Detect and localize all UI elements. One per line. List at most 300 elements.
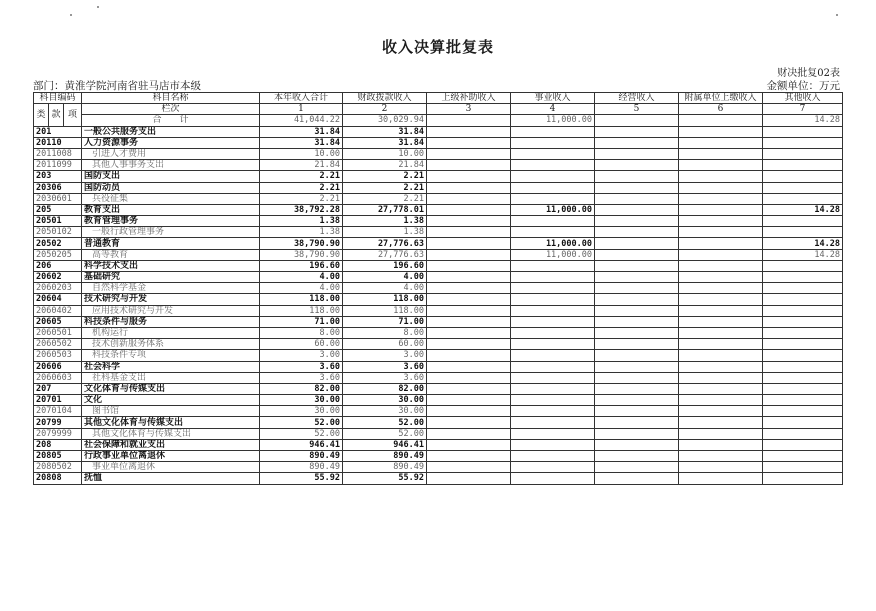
row-operating	[595, 428, 679, 439]
row-name: 社会科学	[82, 361, 260, 372]
row-name: 兵役征集	[82, 193, 260, 204]
total-c6	[679, 115, 763, 126]
row-fiscal: 3.00	[343, 350, 427, 361]
row-affiliate	[679, 193, 763, 204]
row-name: 文化	[82, 395, 260, 406]
row-superior	[427, 339, 511, 350]
row-affiliate	[679, 204, 763, 215]
row-other	[763, 462, 843, 473]
row-operating	[595, 283, 679, 294]
row-affiliate	[679, 272, 763, 283]
total-c5	[595, 115, 679, 126]
row-operating	[595, 171, 679, 182]
row-operating	[595, 361, 679, 372]
row-other	[763, 383, 843, 394]
row-name: 国防支出	[82, 171, 260, 182]
row-operating	[595, 473, 679, 484]
table-row	[34, 126, 843, 137]
row-superior	[427, 249, 511, 260]
row-fiscal: 27,778.01	[343, 204, 427, 215]
row-name: 技术研究与开发	[82, 294, 260, 305]
table-row	[34, 383, 843, 394]
row-fiscal: 2.21	[343, 171, 427, 182]
row-operating	[595, 137, 679, 148]
table-row	[34, 272, 843, 283]
row-name: 机构运行	[82, 327, 260, 338]
row-affiliate	[679, 182, 763, 193]
row-business	[511, 372, 595, 383]
row-total: 52.00	[260, 428, 343, 439]
row-business	[511, 227, 595, 238]
col-number: 4	[511, 104, 595, 115]
row-code: 2030601	[34, 193, 82, 204]
row-business	[511, 395, 595, 406]
table-row	[34, 406, 843, 417]
row-name: 科技条件专项	[82, 350, 260, 361]
table-row	[34, 473, 843, 484]
table-row	[34, 439, 843, 450]
row-operating	[595, 227, 679, 238]
row-operating	[595, 148, 679, 159]
row-total: 1.38	[260, 227, 343, 238]
col-number: 1	[260, 104, 343, 115]
row-business	[511, 383, 595, 394]
row-superior	[427, 316, 511, 327]
row-business	[511, 160, 595, 171]
row-code: 20602	[34, 272, 82, 283]
row-operating	[595, 160, 679, 171]
table-row	[34, 372, 843, 383]
total-c3	[427, 115, 511, 126]
row-affiliate	[679, 417, 763, 428]
form-code: 财决批复02表	[777, 68, 840, 79]
row-other	[763, 395, 843, 406]
row-other	[763, 473, 843, 484]
col-number: 6	[679, 104, 763, 115]
row-code: 201	[34, 126, 82, 137]
row-business	[511, 294, 595, 305]
row-operating	[595, 126, 679, 137]
row-name: 普通教育	[82, 238, 260, 249]
row-fiscal: 55.92	[343, 473, 427, 484]
table-row	[34, 227, 843, 238]
col-header-business: 事业收入	[511, 93, 595, 104]
row-superior	[427, 137, 511, 148]
scan-speck	[836, 14, 838, 16]
row-other	[763, 439, 843, 450]
row-other	[763, 451, 843, 462]
row-name: 科技条件与服务	[82, 316, 260, 327]
row-affiliate	[679, 473, 763, 484]
row-affiliate	[679, 249, 763, 260]
row-fiscal: 27,776.63	[343, 249, 427, 260]
row-name: 社会保障和就业支出	[82, 439, 260, 450]
row-other	[763, 428, 843, 439]
row-other: 14.28	[763, 204, 843, 215]
row-operating	[595, 417, 679, 428]
row-business	[511, 216, 595, 227]
xiang-label: 项	[64, 104, 82, 126]
row-operating	[595, 451, 679, 462]
row-total: 2.21	[260, 171, 343, 182]
table-row	[34, 148, 843, 159]
row-affiliate	[679, 171, 763, 182]
row-total: 10.00	[260, 148, 343, 159]
row-other	[763, 260, 843, 271]
row-business	[511, 283, 595, 294]
row-other	[763, 137, 843, 148]
row-total: 3.60	[260, 361, 343, 372]
row-affiliate	[679, 305, 763, 316]
row-operating	[595, 305, 679, 316]
total-c2: 30,029.94	[343, 115, 427, 126]
row-operating	[595, 193, 679, 204]
col-header-operating: 经营收入	[595, 93, 679, 104]
row-fiscal: 4.00	[343, 272, 427, 283]
row-business	[511, 361, 595, 372]
row-other: 14.28	[763, 238, 843, 249]
row-other	[763, 406, 843, 417]
row-code: 2079999	[34, 428, 82, 439]
row-total: 4.00	[260, 272, 343, 283]
row-name: 国防动员	[82, 182, 260, 193]
row-code: 20604	[34, 294, 82, 305]
row-fiscal: 890.49	[343, 462, 427, 473]
row-business	[511, 126, 595, 137]
row-code: 20799	[34, 417, 82, 428]
row-operating	[595, 383, 679, 394]
row-fiscal: 1.38	[343, 216, 427, 227]
row-business	[511, 182, 595, 193]
row-name: 人力资源事务	[82, 137, 260, 148]
row-operating	[595, 439, 679, 450]
row-superior	[427, 238, 511, 249]
row-business	[511, 260, 595, 271]
row-superior	[427, 406, 511, 417]
row-other: 14.28	[763, 249, 843, 260]
row-superior	[427, 327, 511, 338]
row-total: 8.00	[260, 327, 343, 338]
col-number: 5	[595, 104, 679, 115]
row-affiliate	[679, 462, 763, 473]
row-superior	[427, 193, 511, 204]
row-name: 技术创新服务体系	[82, 339, 260, 350]
row-operating	[595, 372, 679, 383]
table-row	[34, 182, 843, 193]
table-row	[34, 137, 843, 148]
row-affiliate	[679, 137, 763, 148]
row-operating	[595, 316, 679, 327]
total-c1: 41,044.22	[260, 115, 343, 126]
row-name: 一般行政管理事务	[82, 227, 260, 238]
row-other	[763, 283, 843, 294]
row-total: 55.92	[260, 473, 343, 484]
row-code: 2060402	[34, 305, 82, 316]
row-name: 教育支出	[82, 204, 260, 215]
row-fiscal: 60.00	[343, 339, 427, 350]
row-fiscal: 31.84	[343, 137, 427, 148]
col-header-total: 本年收入合计	[260, 93, 343, 104]
row-code: 2050102	[34, 227, 82, 238]
row-code: 20805	[34, 451, 82, 462]
row-name: 抚恤	[82, 473, 260, 484]
row-affiliate	[679, 361, 763, 372]
row-affiliate	[679, 327, 763, 338]
table-row	[34, 171, 843, 182]
row-code: 20501	[34, 216, 82, 227]
row-business	[511, 462, 595, 473]
row-other	[763, 305, 843, 316]
row-operating	[595, 260, 679, 271]
row-superior	[427, 372, 511, 383]
row-superior	[427, 227, 511, 238]
row-affiliate	[679, 126, 763, 137]
row-superior	[427, 216, 511, 227]
row-total: 38,790.90	[260, 238, 343, 249]
row-name: 基础研究	[82, 272, 260, 283]
row-affiliate	[679, 451, 763, 462]
row-fiscal: 21.84	[343, 160, 427, 171]
row-business	[511, 305, 595, 316]
revenue-table	[33, 92, 843, 485]
row-operating	[595, 350, 679, 361]
row-other	[763, 361, 843, 372]
table-row	[34, 238, 843, 249]
row-total: 30.00	[260, 406, 343, 417]
page-title: 收入决算批复表	[381, 38, 494, 56]
row-affiliate	[679, 283, 763, 294]
row-fiscal: 3.60	[343, 361, 427, 372]
row-total: 4.00	[260, 283, 343, 294]
row-operating	[595, 406, 679, 417]
row-other	[763, 193, 843, 204]
row-other	[763, 171, 843, 182]
row-other	[763, 327, 843, 338]
col-header-code: 科目编码	[34, 93, 82, 104]
row-operating	[595, 272, 679, 283]
row-superior	[427, 451, 511, 462]
row-total: 2.21	[260, 182, 343, 193]
row-business	[511, 193, 595, 204]
row-fiscal: 10.00	[343, 148, 427, 159]
row-name: 文化体育与传媒支出	[82, 383, 260, 394]
table-row	[34, 160, 843, 171]
row-fiscal: 52.00	[343, 428, 427, 439]
row-business	[511, 473, 595, 484]
row-total: 30.00	[260, 395, 343, 406]
row-code: 207	[34, 383, 82, 394]
row-code: 2080502	[34, 462, 82, 473]
row-operating	[595, 395, 679, 406]
row-total: 38,790.90	[260, 249, 343, 260]
unit-label: 金额单位：万元	[766, 80, 840, 92]
row-code: 20110	[34, 137, 82, 148]
row-business	[511, 428, 595, 439]
row-code: 20701	[34, 395, 82, 406]
row-fiscal: 2.21	[343, 193, 427, 204]
row-name: 自然科学基金	[82, 283, 260, 294]
row-total: 1.38	[260, 216, 343, 227]
row-name: 其他文化体育与传媒支出	[82, 417, 260, 428]
row-business	[511, 339, 595, 350]
row-name: 行政事业单位离退休	[82, 451, 260, 462]
col-number: 2	[343, 104, 427, 115]
row-total: 71.00	[260, 316, 343, 327]
row-total: 890.49	[260, 451, 343, 462]
row-code: 20502	[34, 238, 82, 249]
row-code: 2060503	[34, 350, 82, 361]
row-total: 890.49	[260, 462, 343, 473]
row-code: 20606	[34, 361, 82, 372]
row-business: 11,000.00	[511, 249, 595, 260]
table-body	[34, 126, 843, 484]
row-business	[511, 327, 595, 338]
row-superior	[427, 417, 511, 428]
table-row	[34, 193, 843, 204]
row-code: 2060603	[34, 372, 82, 383]
table-row	[34, 249, 843, 260]
table-row	[34, 260, 843, 271]
row-fiscal: 8.00	[343, 327, 427, 338]
row-affiliate	[679, 428, 763, 439]
row-affiliate	[679, 339, 763, 350]
row-superior	[427, 305, 511, 316]
row-operating	[595, 249, 679, 260]
row-code: 206	[34, 260, 82, 271]
row-superior	[427, 148, 511, 159]
row-affiliate	[679, 260, 763, 271]
table-row	[34, 204, 843, 215]
row-affiliate	[679, 216, 763, 227]
row-total: 21.84	[260, 160, 343, 171]
total-c7: 14.28	[763, 115, 843, 126]
row-affiliate	[679, 227, 763, 238]
row-business: 11,000.00	[511, 238, 595, 249]
department-label: 部门：黄淮学院河南省驻马店市本级	[33, 80, 201, 92]
row-operating	[595, 462, 679, 473]
row-name: 其他文化体育与传媒支出	[82, 428, 260, 439]
table-row	[34, 216, 843, 227]
row-other	[763, 148, 843, 159]
row-affiliate	[679, 439, 763, 450]
row-name: 一般公共服务支出	[82, 126, 260, 137]
row-affiliate	[679, 372, 763, 383]
col-number: 3	[427, 104, 511, 115]
row-total: 2.21	[260, 193, 343, 204]
row-code: 203	[34, 171, 82, 182]
row-affiliate	[679, 316, 763, 327]
row-superior	[427, 160, 511, 171]
row-fiscal: 30.00	[343, 395, 427, 406]
row-code: 205	[34, 204, 82, 215]
row-fiscal: 4.00	[343, 283, 427, 294]
row-total: 31.84	[260, 126, 343, 137]
row-other	[763, 126, 843, 137]
kuan-label: 款	[49, 104, 64, 126]
row-fiscal: 52.00	[343, 417, 427, 428]
row-fiscal: 196.60	[343, 260, 427, 271]
scan-speck	[97, 6, 99, 8]
row-business	[511, 439, 595, 450]
row-operating	[595, 216, 679, 227]
row-name: 引进人才费用	[82, 148, 260, 159]
row-code: 20306	[34, 182, 82, 193]
table-row	[34, 417, 843, 428]
column-number-row	[34, 104, 843, 115]
table-row	[34, 294, 843, 305]
col-header-superior: 上级补助收入	[427, 93, 511, 104]
row-name: 图书馆	[82, 406, 260, 417]
row-business	[511, 148, 595, 159]
row-other	[763, 272, 843, 283]
row-affiliate	[679, 160, 763, 171]
row-total: 118.00	[260, 294, 343, 305]
row-superior	[427, 428, 511, 439]
row-business: 11,000.00	[511, 204, 595, 215]
row-fiscal: 2.21	[343, 182, 427, 193]
col-header-other: 其他收入	[763, 93, 843, 104]
total-c4: 11,000.00	[511, 115, 595, 126]
row-total: 52.00	[260, 417, 343, 428]
row-affiliate	[679, 406, 763, 417]
row-total: 82.00	[260, 383, 343, 394]
row-total: 196.60	[260, 260, 343, 271]
row-superior	[427, 272, 511, 283]
scan-speck	[70, 14, 72, 16]
table-row	[34, 339, 843, 350]
row-fiscal: 82.00	[343, 383, 427, 394]
row-business	[511, 171, 595, 182]
row-superior	[427, 361, 511, 372]
row-total: 946.41	[260, 439, 343, 450]
row-other	[763, 372, 843, 383]
header-row	[34, 93, 843, 104]
row-other	[763, 417, 843, 428]
table-row	[34, 305, 843, 316]
row-fiscal: 890.49	[343, 451, 427, 462]
row-superior	[427, 473, 511, 484]
row-code: 208	[34, 439, 82, 450]
row-business	[511, 451, 595, 462]
row-other	[763, 182, 843, 193]
row-total: 31.84	[260, 137, 343, 148]
row-code: 20605	[34, 316, 82, 327]
row-name: 科学技术支出	[82, 260, 260, 271]
row-superior	[427, 283, 511, 294]
row-fiscal: 30.00	[343, 406, 427, 417]
table-row	[34, 361, 843, 372]
row-fiscal: 31.84	[343, 126, 427, 137]
row-fiscal: 71.00	[343, 316, 427, 327]
row-operating	[595, 204, 679, 215]
row-superior	[427, 395, 511, 406]
col-header-affiliate: 附属单位上缴收入	[679, 93, 763, 104]
row-total: 60.00	[260, 339, 343, 350]
table-row	[34, 316, 843, 327]
table-row	[34, 283, 843, 294]
row-operating	[595, 339, 679, 350]
row-affiliate	[679, 395, 763, 406]
row-code: 2011008	[34, 148, 82, 159]
row-total: 3.60	[260, 372, 343, 383]
row-other	[763, 350, 843, 361]
col-header-fiscal: 财政拨款收入	[343, 93, 427, 104]
row-name: 应用技术研究与开发	[82, 305, 260, 316]
row-code: 2060501	[34, 327, 82, 338]
row-business	[511, 406, 595, 417]
row-superior	[427, 171, 511, 182]
table-row	[34, 395, 843, 406]
